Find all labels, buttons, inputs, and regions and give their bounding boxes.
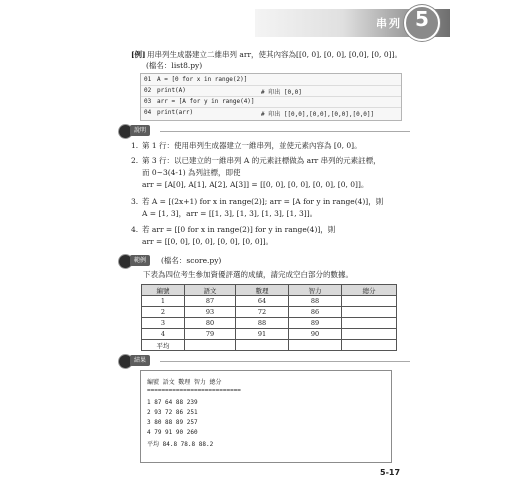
table-cell	[342, 307, 397, 318]
line-number: 02	[144, 87, 152, 94]
table-cell: 72	[236, 307, 289, 318]
program-output	[140, 370, 392, 463]
explain-item-text: 而 0~3(4-1) 為列註標，即使	[142, 168, 241, 177]
code-comment: # 印出 [[0,0],[0,0],[0,0],[0,0]]	[261, 111, 375, 118]
explain-badge: 說明	[130, 125, 150, 136]
chapter-title: 串列	[376, 17, 402, 30]
example-text: 用串列生成器建立二維串列 arr，使其內容為[[0, 0], [0, 0], [0,0], [0, 0]]。	[147, 50, 402, 59]
column-header: 數理	[236, 285, 289, 296]
output-line: 3 80 88 89 257	[147, 419, 198, 426]
table-cell: 86	[289, 307, 342, 318]
table-cell: 91	[236, 329, 289, 340]
line-number: 04	[144, 109, 152, 116]
explain-item-text: 若 arr = [[0 for x in range(2)] for y in range(4)]，則	[142, 225, 336, 234]
code-line	[141, 107, 401, 118]
table-header-row	[142, 285, 397, 296]
explain-item-number: 2.	[131, 156, 139, 165]
output-line: 編號 語文 數理 智力 總分	[147, 379, 222, 386]
result-badge: 結果	[130, 355, 150, 366]
line-number: 03	[144, 98, 152, 105]
practice-filename: (檔名：score.py)	[161, 256, 222, 265]
table-cell	[236, 340, 289, 351]
table-row	[142, 296, 397, 307]
explain-item-text: arr = [A[0], A[1], A[2], A[3]] = [[0, 0], [0, 0], [0, 0], [0, 0]]。	[142, 180, 369, 189]
table-cell: 88	[236, 318, 289, 329]
chapter-number: 5	[415, 7, 429, 31]
output-line: 1 87 64 88 239	[147, 399, 198, 406]
table-cell: 80	[185, 318, 236, 329]
table-cell: 1	[142, 296, 185, 307]
table-cell	[342, 318, 397, 329]
table-row	[142, 329, 397, 340]
section-divider	[160, 361, 410, 362]
explain-item-text: A = [1, 3]，arr = [[1, 3], [1, 3], [1, 3], [1, 3]]。	[142, 209, 318, 218]
table-cell: 平均	[142, 340, 185, 351]
table-cell	[185, 340, 236, 351]
table-cell	[342, 296, 397, 307]
table-cell: 4	[142, 329, 185, 340]
code-listing	[140, 73, 402, 121]
explain-item-text: 第 3 行：以已建立的一維串列 A 的元素註標做為 arr 串列的元素註標，	[142, 156, 381, 165]
table-cell: 93	[185, 307, 236, 318]
score-table	[141, 284, 397, 351]
table-cell: 3	[142, 318, 185, 329]
page-number: 5-17	[380, 468, 401, 477]
table-cell: 90	[289, 329, 342, 340]
code-text: print(A)	[157, 87, 186, 94]
explain-item-text: 第 1 行：使用串列生成器建立一維串列，並使元素內容為 [0, 0]。	[142, 141, 362, 150]
column-header: 智力	[289, 285, 342, 296]
column-header: 編號	[142, 285, 185, 296]
table-cell: 64	[236, 296, 289, 307]
explain-item-text: 若 A = [(2x+1) for x in range(2)]; arr = [A for y in range(4)]，則	[142, 197, 384, 206]
code-comment: # 印出 [0,0]	[261, 89, 302, 96]
explain-item-text: arr = [[0, 0], [0, 0], [0, 0], [0, 0]]。	[142, 237, 274, 246]
practice-description: 下表為四位考生參加資優評選的成績，請完成空白部分的數據。	[143, 270, 353, 279]
code-text: arr = [A for y in range(4)]	[157, 98, 255, 105]
output-line: 4 79 91 90 260	[147, 429, 198, 436]
explain-item-number: 4.	[131, 225, 139, 234]
section-divider	[160, 131, 410, 132]
example-filename: (檔名：list8.py)	[146, 61, 203, 70]
table-cell	[342, 340, 397, 351]
table-cell: 89	[289, 318, 342, 329]
output-line: ==========================	[147, 387, 241, 394]
example-label: [例]	[131, 50, 146, 59]
output-line: 平均 84.8 78.8 88.2	[147, 441, 214, 448]
practice-badge: 範例	[130, 255, 150, 266]
column-header: 語文	[185, 285, 236, 296]
table-cell: 87	[185, 296, 236, 307]
column-header: 總分	[342, 285, 397, 296]
table-row	[142, 340, 397, 351]
table-cell: 2	[142, 307, 185, 318]
table-row	[142, 318, 397, 329]
explain-item-number: 1.	[131, 141, 139, 150]
table-cell: 88	[289, 296, 342, 307]
output-line: 2 93 72 86 251	[147, 409, 198, 416]
table-row	[142, 307, 397, 318]
table-cell: 79	[185, 329, 236, 340]
table-cell	[342, 329, 397, 340]
line-number: 01	[144, 76, 152, 83]
code-text: print(arr)	[157, 109, 194, 116]
table-cell	[289, 340, 342, 351]
code-text: A = [0 for x in range(2)]	[157, 76, 248, 83]
explain-item-number: 3.	[131, 197, 139, 206]
